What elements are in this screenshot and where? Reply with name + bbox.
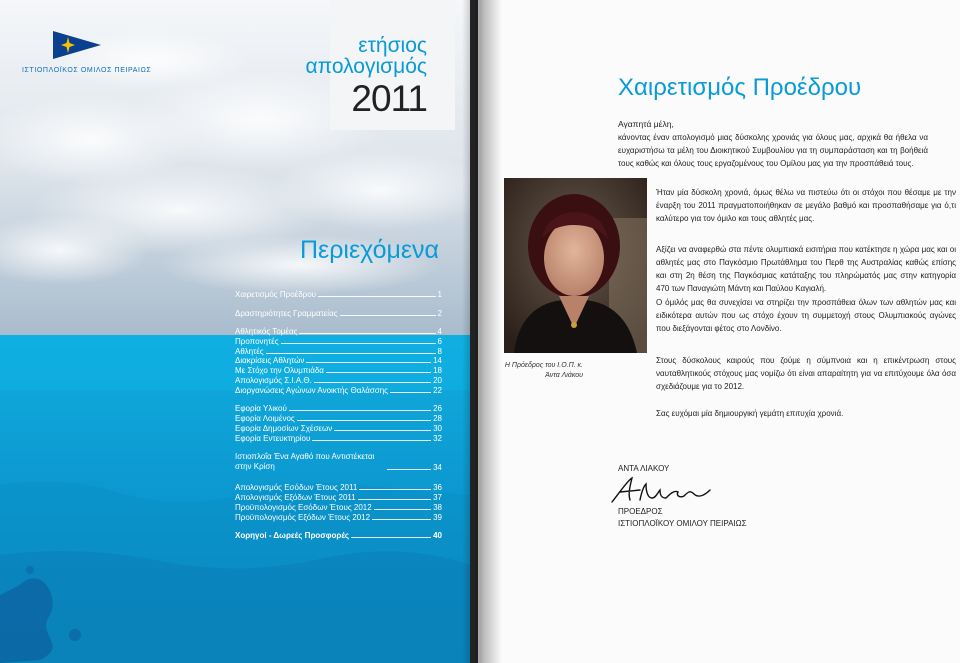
paragraph: Ήταν μία δύσκολη χρονιά, όμως θέλω να πιστεύω ότι οι στόχοι που θέσαμε με την έναρξη του 2011 πραγματοποιήθηκαν σε μεγάλο βαθμό και προσπαθήσαμε για ό,τι καλύτερο για τον όμιλο και τους αθλητές μας.: [656, 188, 956, 223]
photo-caption: Η Πρόεδρος του Ι.Ο.Π. κ. Άντα Λιάκου: [504, 362, 583, 379]
signatory-name: ΑΝΤΑ ΛΙΑΚΟΥ: [618, 464, 670, 473]
club-name: ΙΣΤΙΟΠΛΟΪΚΟΣ ΟΜΙΛΟΣ ΠΕΙΡΑΙΩΣ: [22, 67, 152, 74]
toc-page: 8: [437, 347, 442, 356]
toc-label: Αθλητές: [235, 347, 264, 356]
portrait-image: [504, 178, 647, 353]
right-page: [478, 0, 960, 663]
toc-label: Απολογισμός Σ.Ι.Α.Θ.: [235, 376, 312, 385]
toc-row[interactable]: [235, 307, 442, 318]
toc-label: Χαιρετισμός Προέδρου: [235, 290, 317, 299]
toc-label: Χορηγοί - Δωρεές Προσφορές: [235, 531, 350, 540]
toc-label: Απολογισμός Εσόδων Έτους 2011: [235, 483, 358, 492]
toc-page: 1: [437, 290, 442, 299]
toc-label: Με Στόχο την Ολυμπιάδα: [235, 366, 324, 375]
toc-page: 6: [437, 337, 442, 346]
toc-row[interactable]: [235, 529, 442, 540]
toc-page: 28: [433, 414, 442, 423]
role-line1: ΠΡΟΕΔΡΟΣ: [618, 507, 663, 516]
toc-label: Εφορία Εντευκτηρίου: [235, 434, 311, 443]
toc-page: 14: [433, 356, 442, 365]
role-line2: ΙΣΤΙΟΠΛΟΪΚΟΥ ΟΜΙΛΟΥ ΠΕΙΡΑΙΩΣ: [618, 519, 747, 528]
toc-page: 39: [433, 513, 442, 522]
toc-row[interactable]: [235, 384, 442, 395]
president-photo: [504, 178, 647, 353]
toc-label: Προπονητές: [235, 337, 279, 346]
toc-page: 36: [433, 483, 442, 492]
left-page: [0, 0, 470, 663]
toc-page: 22: [433, 386, 442, 395]
toc-label: Εφορία Λοιμένος: [235, 414, 295, 423]
book-gutter-shadow: [462, 0, 502, 663]
paragraph: Ο όμιλός μας θα συνεχίσει να στηρίζει την προσπάθεια όλων των αθλητών μας και ειδικότερα αυτών που ως στόχο έχουν τη συμμετοχή στους Ολυμπιακούς αγώνες που διεξάγονται φέτος στο Λονδίνο.: [656, 298, 956, 333]
toc-label: Απολογισμός Εξόδων Έτους 2011: [235, 493, 356, 502]
toc-row[interactable]: [235, 452, 442, 472]
toc-page: 2: [437, 309, 442, 318]
toc-row[interactable]: [235, 511, 442, 522]
report-year: 2011: [351, 78, 427, 119]
toc-page: 37: [433, 493, 442, 502]
toc-label: Διακρίσεις Αθλητών: [235, 356, 305, 365]
toc-label: Εφορία Δημοσίων Σχέσεων: [235, 424, 333, 433]
signatory-role: [618, 506, 747, 530]
paragraph: Αξίζει να αναφερθώ στα πέντε ολυμπιακά εισιτήρια που κατέκτησε η χώρα μας και οι αθλητές μας στο Παγκόσμιο Πρωτάθλημα του Περθ της Αυστραλίας καθώς επίσης και στη 2η θέση της Παγκόσμιας κατάταξης του πληρώματός μας στην κατηγορία 470 των Παναγιώτη Μάντη και Παύλου Καγιαλή.: [656, 245, 956, 293]
toc-label: Προϋπολογισμός Εξόδων Έτους 2012: [235, 513, 371, 522]
toc-page: 26: [433, 404, 442, 413]
toc-label: Διοργανώσεις Αγώνων Ανοικτής Θαλάσσης: [235, 386, 389, 395]
toc-page: 30: [433, 424, 442, 433]
toc-label: Ιστιοπλοΐα Ένα Αγαθό που Αντιστέκεται στην Κρίση: [235, 452, 375, 471]
toc-page: 32: [433, 434, 442, 443]
greeting: Αγαπητά μέλη,: [618, 119, 674, 129]
toc-label: Αθλητικός Τομέας: [235, 327, 298, 336]
paragraph-intro: κάνοντας έναν απολογισμό μιας δύσκολης χρονιάς για όλους μας, αρχικά θα ήθελα να ευχαριστήσω τα μέλη του Διοικητικού Συμβουλίου για τη συμπαράσταση και τη βοήθειά τους καθώς και όλους τους εργαζομένους του Ομίλου μας για την προσπάθειά τους.: [618, 133, 928, 168]
toc-page: 40: [433, 531, 442, 540]
page-title: Χαιρετισμός Προέδρου: [618, 74, 862, 101]
handwritten-signature-icon: [606, 472, 716, 508]
toc-label: Δραστηριότητες Γραμματείας: [235, 309, 338, 318]
toc-row[interactable]: [235, 432, 442, 443]
toc-label: Εφορία Υλικού: [235, 404, 287, 413]
toc-page: 20: [433, 376, 442, 385]
toc-page: 18: [433, 366, 442, 375]
club-flag-logo-icon: [52, 30, 102, 60]
report-title-line1: ετήσιος: [358, 34, 427, 57]
toc-label: Προϋπολογισμός Εσόδων Έτους 2012: [235, 503, 372, 512]
toc-page: 34: [433, 463, 442, 472]
report-title-line2: απολογισμός: [305, 55, 427, 78]
paragraph: Στους δύσκολους καιρούς που ζούμε η σύμπνοια και η επικέντρωση στους ναυταθλητικούς στόχους μας νομίζω ότι είναι απαραίτητη για να επιτύχουμε όλα όσα σχεδιάζουμε για το 2012.: [656, 356, 956, 391]
paragraph: Σας ευχόμαι μία δημιουργική γεμάτη επιτυχία χρονιά.: [656, 409, 844, 418]
contents-title: Περιεχόμενα: [300, 236, 439, 264]
annual-report-title-box: [305, 0, 455, 130]
toc-row[interactable]: [235, 288, 442, 299]
toc-page: 4: [437, 327, 442, 336]
toc-page: 38: [433, 503, 442, 512]
